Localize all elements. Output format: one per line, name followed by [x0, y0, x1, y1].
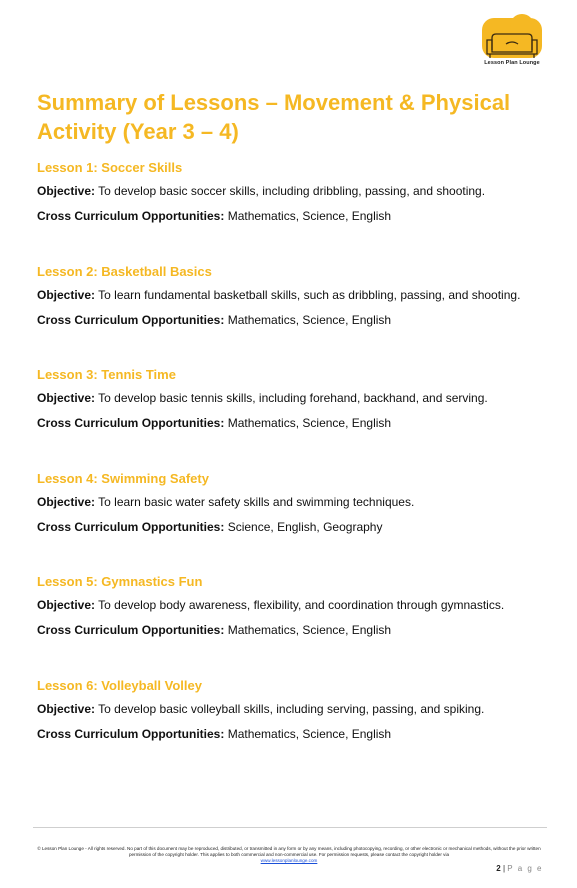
objective-text: To learn basic water safety skills and swimming techniques.: [98, 494, 415, 509]
objective-text: To develop basic soccer skills, including dribbling, passing, and shooting.: [98, 184, 486, 198]
objective-text: To develop basic volleyball skills, including serving, passing, and spiking.: [98, 701, 485, 716]
lesson-item: [37, 158, 557, 262]
copyright-notice: [35, 846, 543, 865]
objective-line: [37, 184, 557, 209]
cross-curriculum-text: Mathematics, Science, English: [227, 623, 392, 638]
objective-text: To develop basic tennis skills, including forehand, backhand, and serving.: [98, 391, 488, 406]
objective-line: [37, 288, 557, 313]
lesson-title: Lesson 1: Soccer Skills: [37, 160, 183, 175]
cross-curriculum-line: [37, 313, 557, 338]
objective-line: [37, 598, 557, 623]
cross-curriculum-line: [37, 727, 557, 752]
cross-curriculum-text: Mathematics, Science, English: [227, 416, 392, 431]
objective-label: Objective:: [37, 287, 96, 302]
objective-text: To learn fundamental basketball skills, such as dribbling, passing, and shooting.: [98, 287, 521, 302]
objective-line: [37, 495, 557, 520]
objective-text: To develop body awareness, flexibility, and coordination through gymnastics.: [98, 598, 505, 613]
cross-curriculum-label: Cross Curriculum Opportunities:: [37, 519, 225, 534]
page-label: P a g e: [507, 864, 543, 873]
lesson-item: [37, 676, 557, 780]
cross-curriculum-text: Mathematics, Science, English: [227, 726, 392, 741]
lesson-item: [37, 365, 557, 469]
objective-line: [37, 702, 557, 727]
objective-line: [37, 391, 557, 416]
page-number: 2 | P a g e: [496, 864, 543, 873]
objective-label: Objective:: [37, 701, 96, 716]
cross-curriculum-text: Mathematics, Science, English: [227, 209, 392, 223]
cross-curriculum-label: Cross Curriculum Opportunities:: [37, 726, 225, 741]
copyright-text: © Lesson Plan Lounge - All rights reserved. No part of this document may be reproduced, distributed, or transmitted in any form or by any means, including photocopying, recording, or other electronic or mechanical methods, without the prior written permission of the copyright holder. This applies to both commercial and non-commercial use. For permission requests, please contact the copyright holder via: [37, 846, 541, 858]
lesson-title: Lesson 4: Swimming Safety: [37, 470, 209, 486]
lesson-list: [37, 158, 557, 780]
page-number-value: 2: [496, 864, 501, 873]
cross-curriculum-text: Mathematics, Science, English: [227, 312, 392, 327]
lesson-title: Lesson 5: Gymnastics Fun: [37, 574, 203, 590]
lesson-title: Lesson 6: Volleyball Volley: [37, 677, 202, 693]
cross-curriculum-label: Cross Curriculum Opportunities:: [37, 623, 225, 638]
lesson-item: [37, 262, 557, 366]
page-title: Summary of Lessons – Movement & Physical Activity (Year 3 – 4): [37, 90, 511, 144]
lesson-item: [37, 469, 557, 573]
cross-curriculum-label: Cross Curriculum Opportunities:: [37, 312, 225, 327]
cross-curriculum-label: Cross Curriculum Opportunities:: [37, 416, 225, 431]
cross-curriculum-line: [37, 416, 557, 441]
objective-label: Objective:: [37, 598, 96, 613]
lesson-title: Lesson 2: Basketball Basics: [37, 263, 212, 279]
lesson-item: [37, 572, 557, 676]
cross-curriculum-line: [37, 623, 557, 648]
cross-curriculum-label: Cross Curriculum Opportunities:: [37, 209, 225, 223]
objective-label: Objective:: [37, 184, 96, 198]
objective-label: Objective:: [37, 391, 96, 406]
website-link[interactable]: www.lessonplanlounge.com: [260, 858, 318, 864]
objective-label: Objective:: [37, 494, 96, 509]
footer-divider: [33, 827, 547, 828]
logo-text: Lesson Plan Lounge: [484, 60, 540, 66]
lesson-title: Lesson 3: Tennis Time: [37, 367, 176, 383]
cross-curriculum-text: Science, English, Geography: [227, 519, 383, 534]
cross-curriculum-line: [37, 209, 557, 234]
cross-curriculum-line: [37, 520, 557, 545]
